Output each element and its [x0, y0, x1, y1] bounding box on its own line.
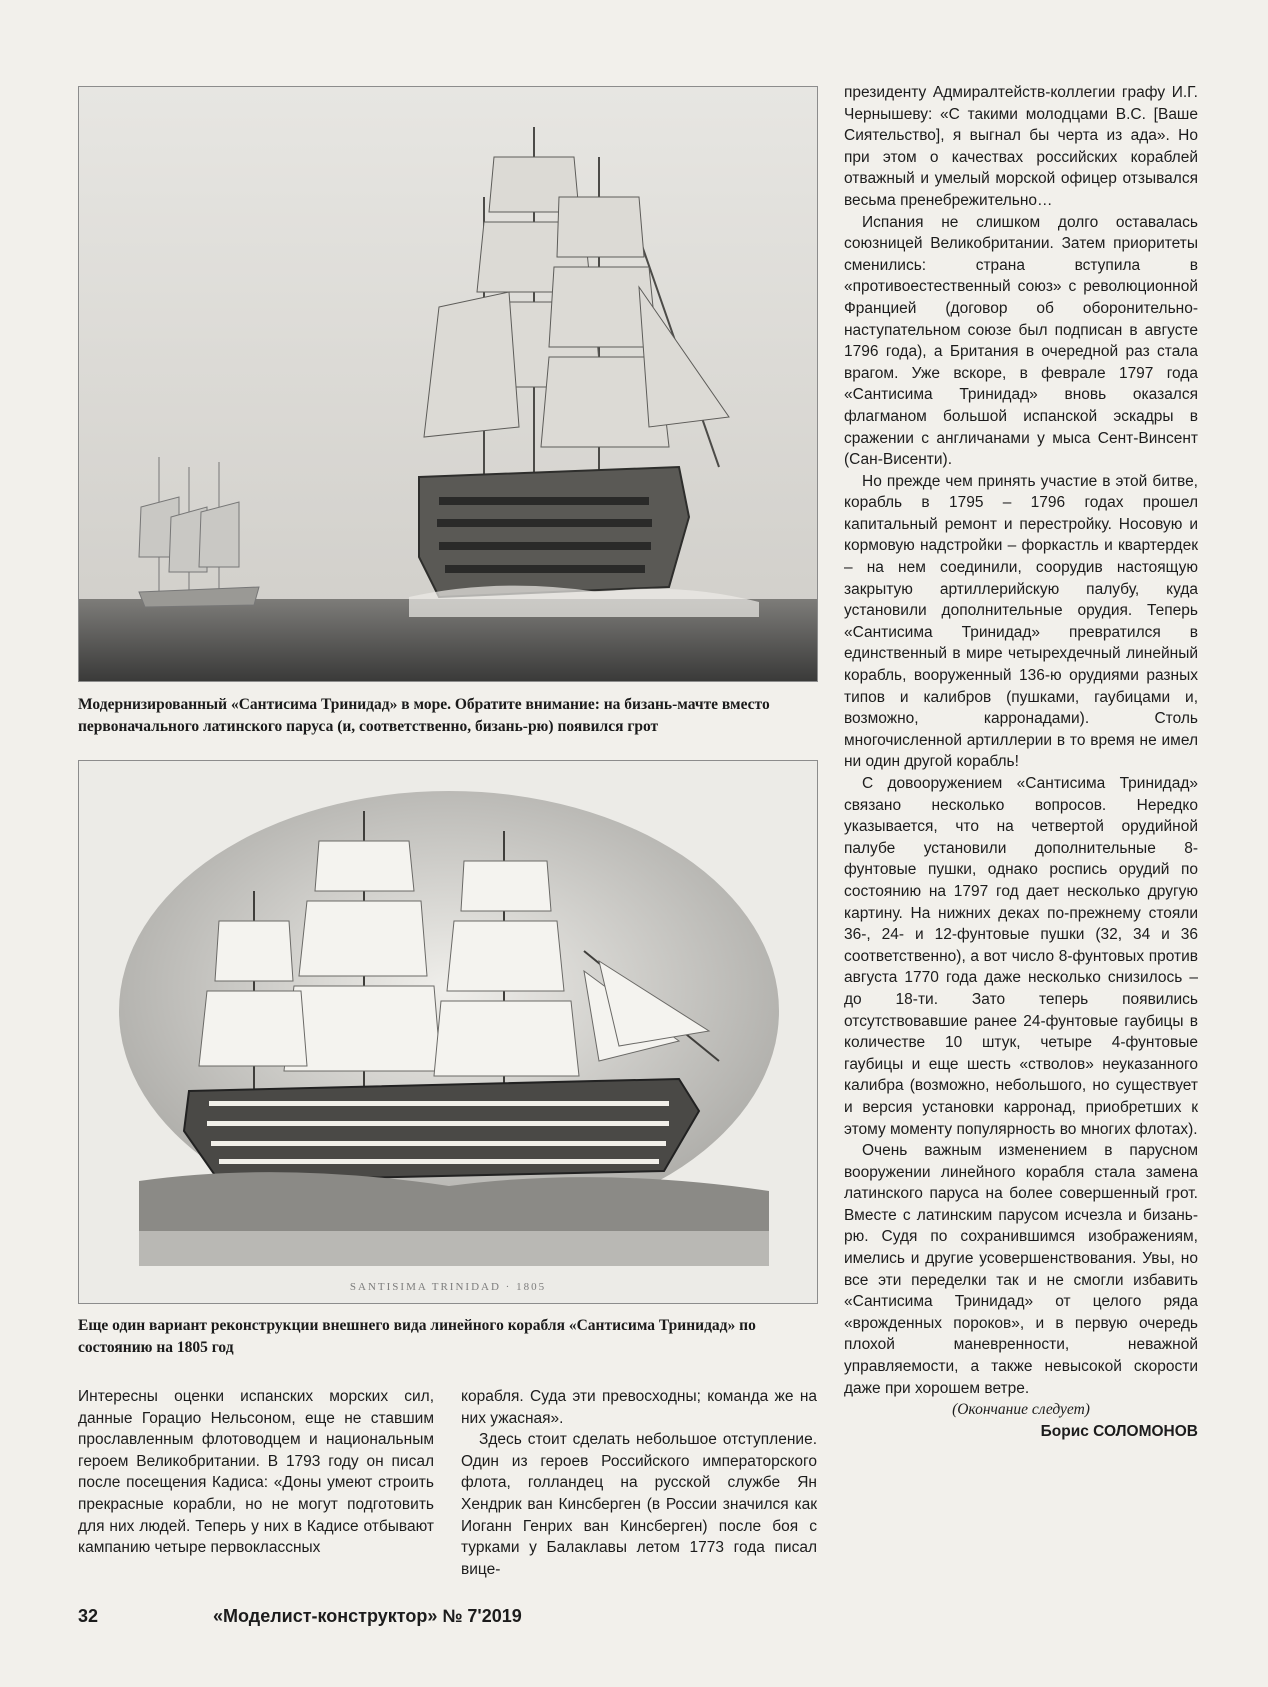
author-name: Борис СОЛОМОНОВ	[1040, 1422, 1198, 1440]
ship-at-sea-drawing	[79, 87, 817, 681]
paragraph: Интересны оценки испанских морских сил, данные Горацио Нельсоном, еще не ставшим прославленным флотоводцем и национальным героем Великобритании. В 1793 году он писал после посещения Кадиса: «Доны умеют строить прекрасные корабли, но не могут подготовить для них людей. Теперь у них в Кадисе отбывают кампанию четыре первоклассных	[78, 1388, 434, 1557]
figure1-caption: Модернизированный «Сантисима Тринидад» в море. Обратите внимание: на бизань-мачте вместо первоначального латинского паруса (и, соответственно, бизань-рю) появился грот	[78, 696, 770, 735]
paragraph: Но прежде чем принять участие в этой битве, корабль в 1795 – 1796 годах прошел капитальный ремонт и перестройку. Носовую и кормовую надстройки – форкастль и квартердек – на нем соединили, соорудив настоящую закрытую артиллерийскую палубу, куда установили дополнительные орудия. Теперь «Сантисима Тринидад» превратился в единственный в мире четырехдечный линейный корабль, вооруженный 136-ю орудиями разных типов и калибров (пушками, гаубицами и, возможно, карронадами). Столь многочисленной артиллерии в то время не имел ни один другой корабль!	[844, 472, 1198, 771]
ship-1805-drawing	[79, 761, 817, 1303]
ship-at-sea-illustration	[78, 86, 818, 682]
page-footer	[78, 1606, 522, 1627]
to-be-continued-note: (Окончание следует)	[952, 1401, 1090, 1419]
paragraph: Здесь стоит сделать небольшое отступление. Один из героев Российского императорского флота, голландец на русской службе Ян Хендрик ван Кинсберген (в России значился как Иоганн Генрих ван Кинсберген) после боя с турками у Балаклавы летом 1773 года писал вице-	[461, 1431, 817, 1578]
ship-1805-reconstruction	[78, 760, 818, 1304]
journal-title: «Моделист-конструктор» № 7'2019	[213, 1606, 522, 1626]
paragraph: Испания не слишком долго оставалась союзницей Великобритании. Затем приоритеты сменились: страна вступила в «противоестественный союз» с революционной Францией (договор об оборонительно-наступательном союзе был подписан в августе 1796 года), а Британия в очередной раз стала врагом. Уже вскоре, в феврале 1797 года «Сантисима Тринидад» вновь оказался флагманом большой испанской эскадры в сражении с англичанами у мыса Сент-Винсент (Сан-Висенти).	[844, 213, 1198, 469]
plate-label: SANTISIMA TRINIDAD · 1805	[349, 1281, 547, 1293]
page-number: 32	[78, 1606, 99, 1626]
article-left-column	[78, 1386, 434, 1559]
figure2-caption: Еще один вариант реконструкции внешнего вида линейного корабля «Сантисима Тринидад» по состоянию на 1805 год	[78, 1317, 756, 1356]
article-right-column	[844, 82, 1198, 1442]
paragraph: корабля. Суда эти превосходны; команда же на них ужасная».	[461, 1388, 817, 1427]
paragraph: С довооружением «Сантисима Тринидад» связано несколько вопросов. Нередко указывается, что на четвертой орудийной палубе установили дополнительные 8-фунтовые пушки, однако роспись орудий по состоянию на 1797 год дает несколько другую картину. На нижних деках по-прежнему стояли 36-, 24- и 12-фунтовые пушки (32, 34 и 36 соответственно), а вот число 8-фунтовых против августа 1770 года даже несколько снизилось – до 18-ти. Зато теперь появились отсутствовавшие ранее 24-фунтовые гаубицы в количестве 10 штук, четыре 4-фунтовые гаубицы и еще шесть «стволов» неуказанного калибра (возможно, небольшого, но существует и версия установки карронад, приобретших к этому моменту популярность во многих флотах).	[844, 775, 1198, 1138]
paragraph: президенту Адмиралтейств-коллегии графу И.Г. Чернышеву: «С такими молодцами В.С. [Ваше Сиятельство], я выгнал бы черта из ада». Но при этом о качествах российских кораблей отважный и умелый морской офицер отзывался весьма пренебрежительно…	[844, 84, 1198, 209]
article-middle-column	[461, 1386, 817, 1580]
paragraph: Очень важным изменением в парусном вооружении линейного корабля стала замена латинского паруса на более совершенный грот. Вместе с латинским парусом исчезла и бизань-рю. Судя по сохранившимся изображениям, имелись и другие усовершенствования. Увы, но все эти переделки так и не смогли избавить «Сантисима Тринидад» от целого ряда «врожденных пороков», и в первую очередь плохой маневренности, неважной управляемости, а также невысокой скорости даже при хорошем ветре.	[844, 1142, 1198, 1397]
